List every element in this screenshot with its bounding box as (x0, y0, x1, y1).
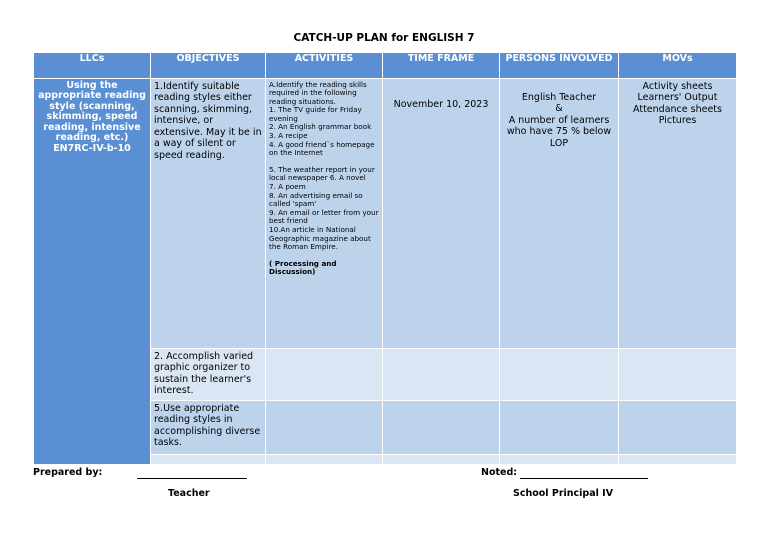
prepared-by-label: Prepared by: (33, 467, 103, 478)
mov-item: Pictures (658, 115, 697, 126)
persons-line: & (555, 103, 563, 114)
activity-item: 10.An article in National Geographic magazine about the Roman Empire. (269, 225, 371, 252)
persons-involved-cell (500, 78, 619, 348)
activity-item: 1. The TV guide for Friday evening (269, 105, 362, 123)
mov-item: Learners' Output (637, 92, 718, 103)
prepared-role: Teacher (168, 488, 210, 499)
objective-cell: 1.Identify suitable reading styles either scanning, skimming, intensive, or extensive. May it be in a way of silent or speed reading. (151, 78, 266, 348)
mov-item: Activity sheets (642, 80, 713, 92)
activities-cell (266, 78, 383, 348)
objective-cell: 5.Use appropriate reading styles in accomplishing diverse tasks. (151, 400, 266, 454)
header-time-frame: TIME FRAME (383, 53, 500, 78)
catch-up-plan-table (33, 53, 737, 465)
activity-item: 9. An email or letter from your best friend (269, 207, 379, 226)
activity-item: 7. A poem (269, 182, 306, 192)
header-llcs: LLCs (34, 53, 151, 78)
table-row (34, 78, 737, 348)
noted-label: Noted: (481, 467, 518, 478)
time-frame-cell: November 10, 2023 (383, 78, 500, 348)
header-persons-involved: PERSONS INVOLVED (500, 53, 619, 78)
activities-processing: ( Processing and Discussion) (269, 258, 337, 277)
header-row (34, 53, 737, 78)
activity-item: 8. An advertising email so called 'spam' (269, 190, 363, 209)
activity-item: 2. An English grammar book (269, 122, 372, 132)
noted-signature-line (520, 478, 648, 479)
header-activities: ACTIVITIES (266, 53, 383, 78)
movs-cell (619, 78, 737, 348)
mov-item: Attendance sheets (633, 103, 722, 115)
prepared-signature-line (137, 478, 247, 479)
noted-role: School Principal IV (513, 488, 614, 499)
activity-item: 3. A recipe (269, 131, 308, 141)
activity-item: 5. The weather report in your local newspaper 6. A novel (269, 164, 375, 183)
persons-line: English Teacher (521, 91, 597, 103)
header-movs: MOVs (619, 53, 737, 78)
persons-line: A number of learners who have 75 % below LOP (506, 114, 612, 149)
llc-cell: Using the appropriate reading style (scanning, skimming, speed reading, intensive reading, etc.) EN7RC-IV-b-10 (34, 78, 151, 464)
objective-cell: 2. Accomplish varied graphic organizer to sustain the learner's interest. (151, 348, 266, 400)
activity-item: 4. A good friend`s homepage on the Internet (269, 139, 375, 158)
document-title: CATCH-UP PLAN for ENGLISH 7 (293, 32, 475, 44)
activities-intro: A.Identify the reading skills required in the following reading situations. (269, 79, 367, 106)
header-objectives: OBJECTIVES (151, 53, 266, 78)
